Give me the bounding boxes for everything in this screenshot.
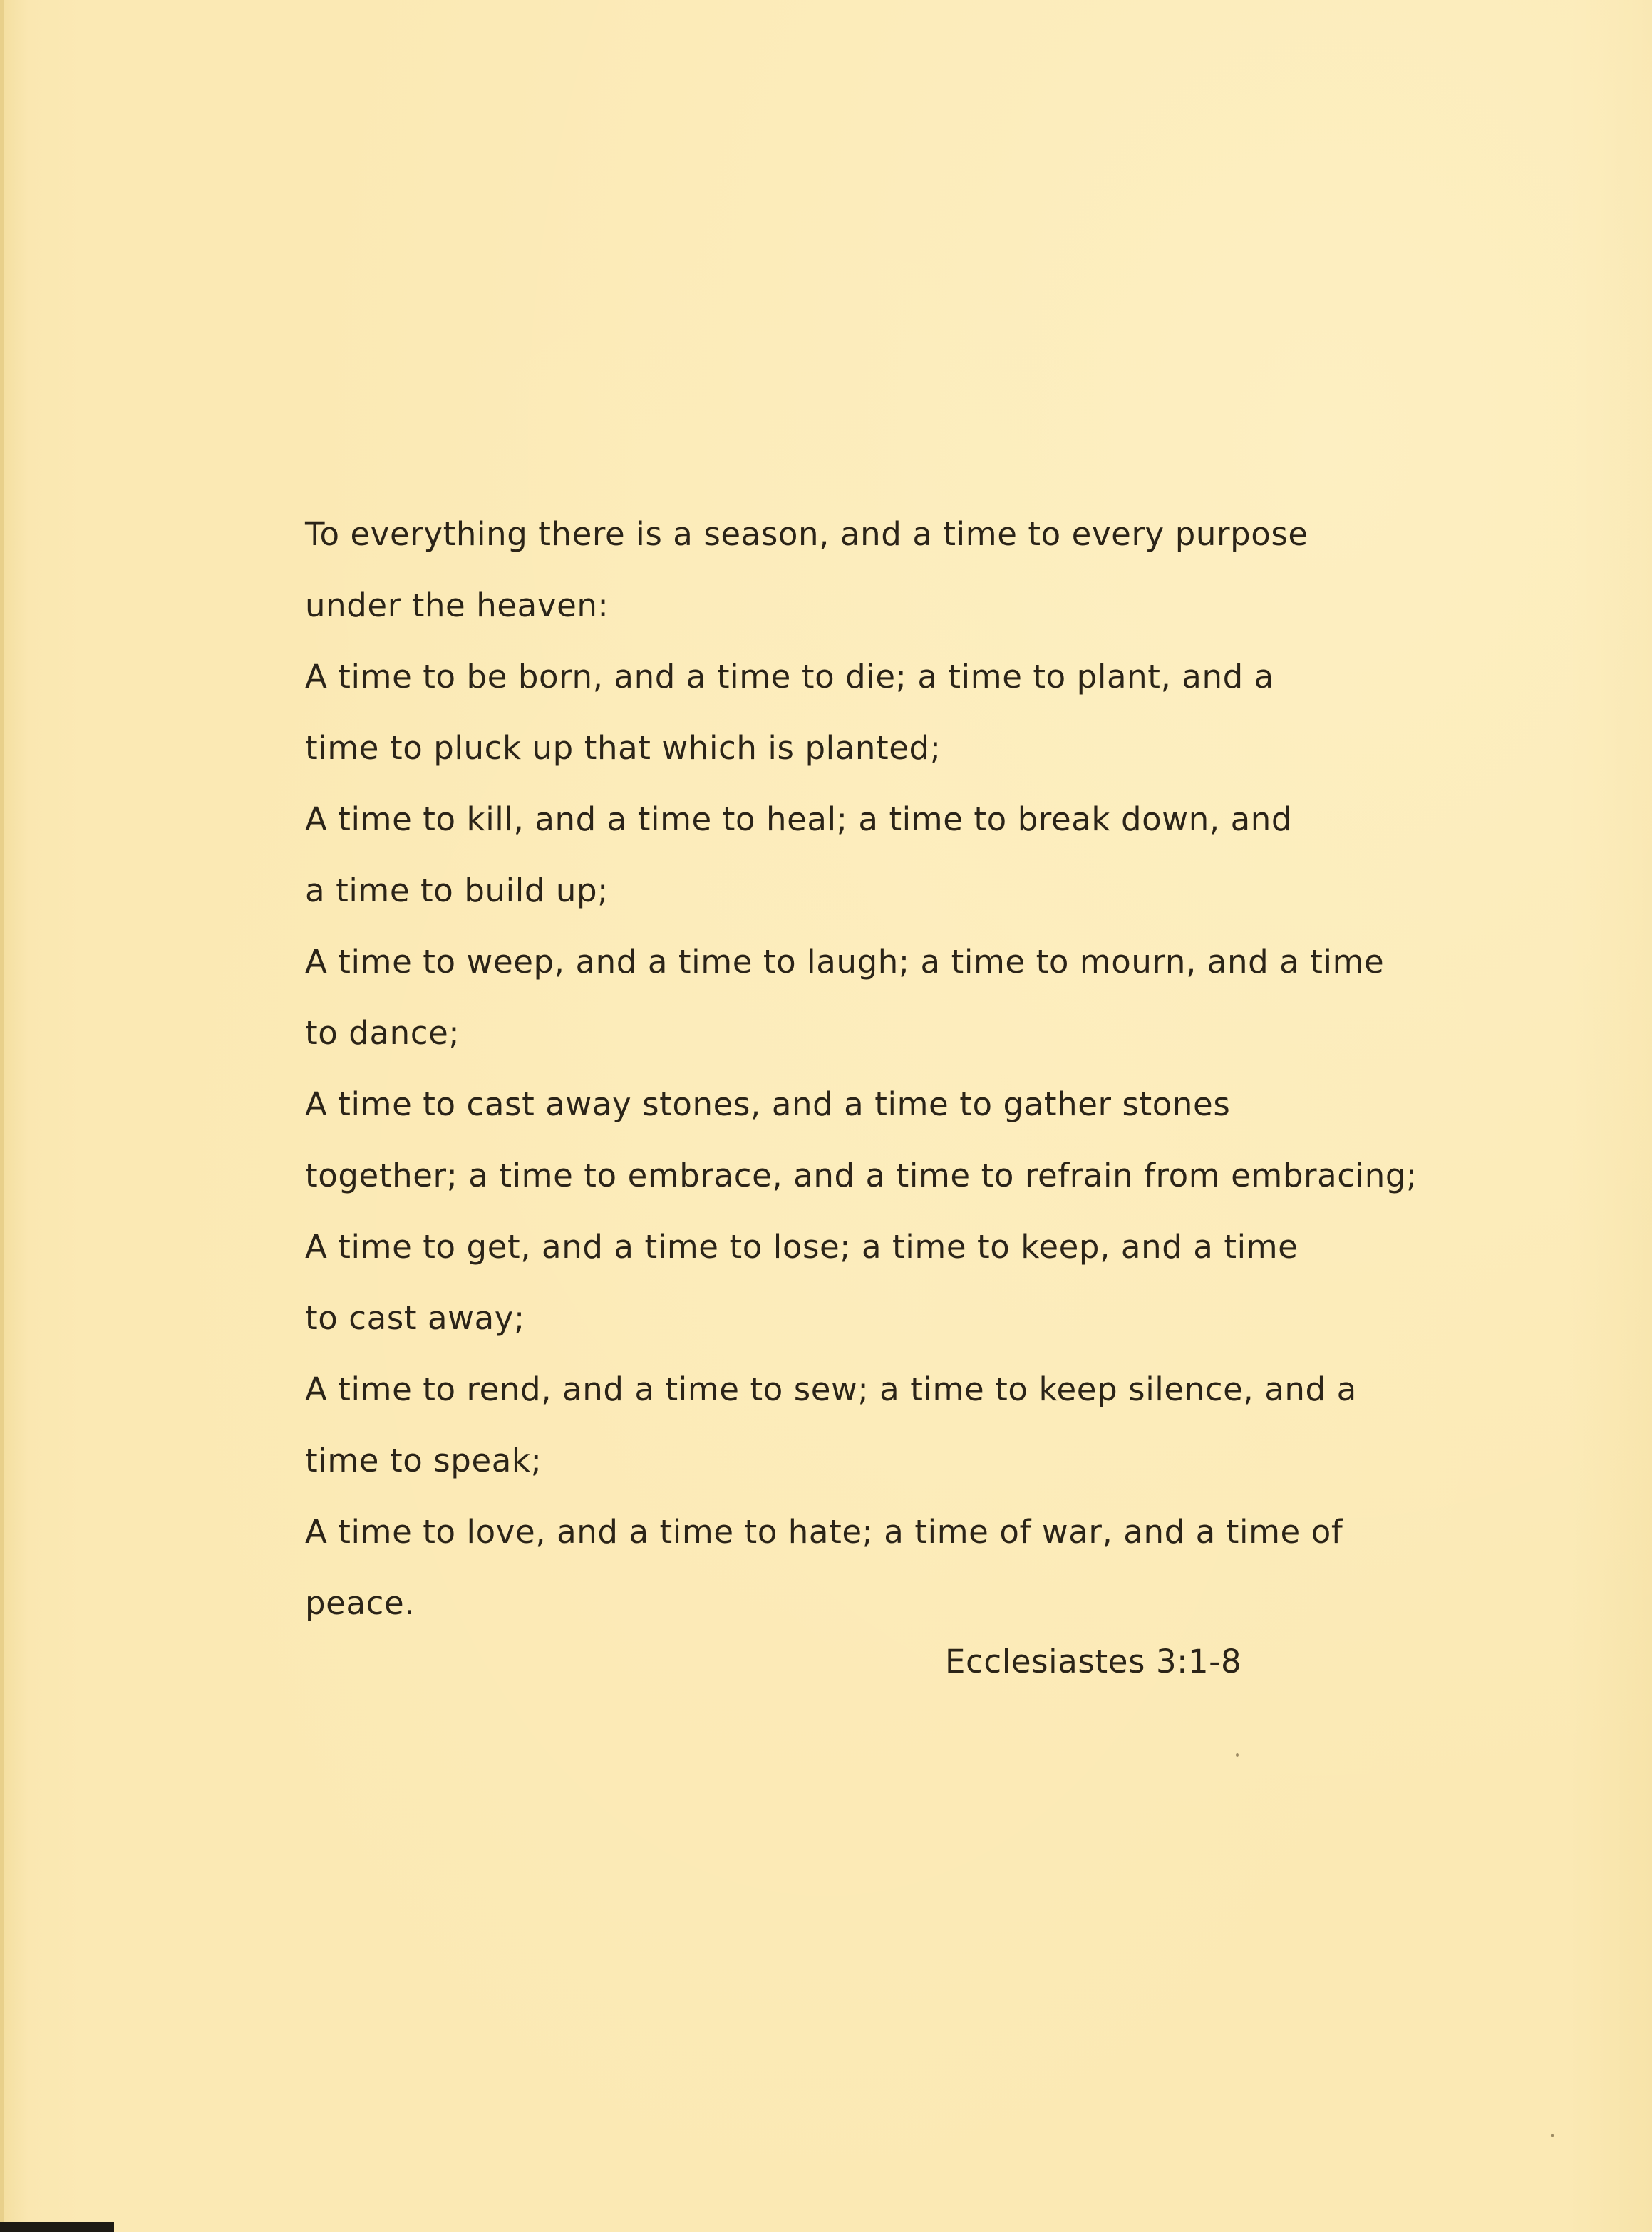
page-left-edge (0, 0, 4, 2232)
verse-line: A time to rend, and a time to sew; a time to keep silence, and a (305, 1370, 1357, 1408)
verse-line: A time to weep, and a time to laugh; a time to mourn, and a time (305, 943, 1385, 981)
paper-speck (1551, 2134, 1554, 2137)
paper-speck (1236, 1753, 1239, 1757)
verse-passage (305, 499, 1417, 1639)
verse-line: A time to be born, and a time to die; a time to plant, and a (305, 658, 1274, 696)
verse-line: together; a time to embrace, and a time to refrain from embracing; (305, 1157, 1418, 1194)
verse-citation: Ecclesiastes 3:1-8 (945, 1643, 1242, 1680)
verse-line: to dance; (305, 1014, 460, 1052)
verse-line: time to speak; (305, 1442, 542, 1479)
verse-line: A time to get, and a time to lose; a time to keep, and a time (305, 1228, 1299, 1266)
verse-line: A time to kill, and a time to heal; a time to break down, and (305, 800, 1293, 838)
verse-line: under the heaven: (305, 587, 609, 624)
verse-line: to cast away; (305, 1299, 525, 1337)
verse-line: A time to cast away stones, and a time to gather stones (305, 1085, 1231, 1123)
scan-edge-shadow (0, 2222, 114, 2232)
verse-line: To everything there is a season, and a time to every purpose (305, 515, 1308, 553)
verse-line: A time to love, and a time to hate; a time of war, and a time of (305, 1513, 1343, 1551)
verse-line: a time to build up; (305, 872, 609, 909)
verse-line: time to pluck up that which is planted; (305, 729, 941, 767)
verse-line: peace. (305, 1584, 415, 1622)
